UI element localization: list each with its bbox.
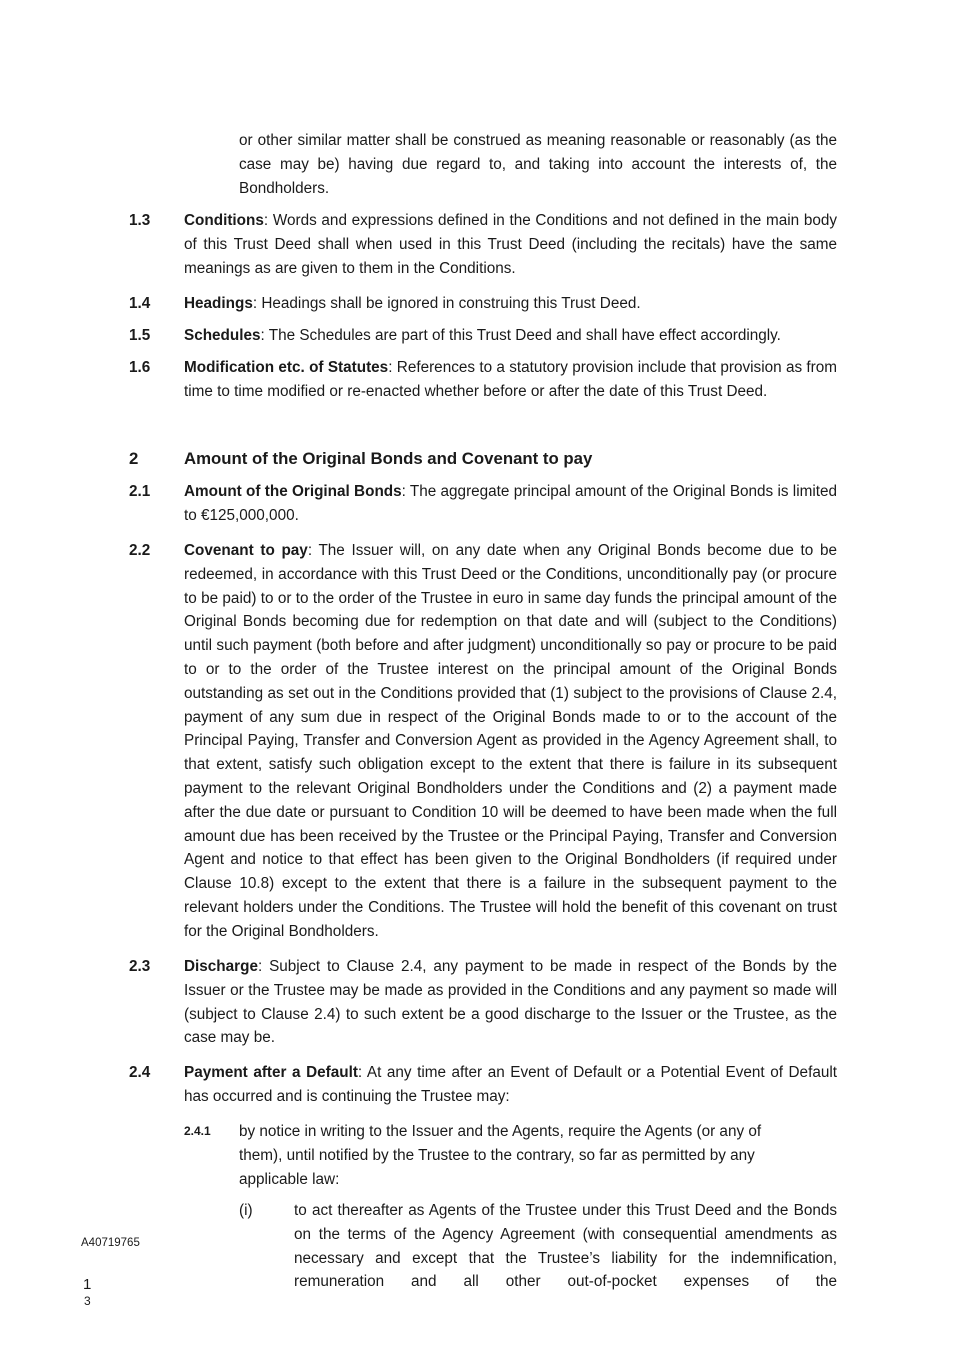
page-number-cut: 3 (84, 1294, 91, 1308)
clause-title: Conditions (184, 212, 264, 229)
item-number: (i) (239, 1202, 253, 1219)
clause-title: Covenant to pay (184, 542, 308, 559)
clause-number: 1.4 (129, 295, 151, 312)
subclause-number: 2.4.1 (184, 1124, 211, 1138)
section-heading: Amount of the Original Bonds and Covenant to pay (184, 449, 593, 468)
clause-number: 2.3 (129, 958, 151, 975)
clause-text: : Subject to Clause 2.4, any payment to be made in respect of the Bonds by the Issuer or the Trustee may be made as provided in the Conditions and any payment so made will (subject to Clause 2.4) to such extent be a good discharge to the Issuer or the Trustee, as the case may be. (184, 958, 837, 1047)
clause-title: Headings (184, 295, 253, 312)
clause-number: 2.2 (129, 542, 151, 559)
clause-text: : References to a statutory provision include that provision as from time to time modified or re-enacted whether before or after the date of this Trust Deed. (184, 359, 838, 400)
clause-1-5 (184, 324, 837, 348)
clause-title: Payment after a Default (184, 1064, 358, 1081)
section-number: 2 (129, 449, 139, 468)
clause-text: : At any time after an Event of Default or a Potential Event of Default has occurred and is continuing the Trustee may: (184, 1064, 837, 1105)
clause-2-1 (184, 480, 837, 528)
clause-number: 2.1 (129, 483, 151, 500)
clause-title: Discharge (184, 958, 258, 975)
clause-text: : The Schedules are part of this Trust Deed and shall have effect accordingly. (260, 327, 781, 344)
subclause-2-4-1: by notice in writing to the Issuer and the Agents, require the Agents (or any of them), until notified by the Trustee to the contrary, so far as permitted by any applicable law: (239, 1123, 762, 1188)
clause-number: 1.6 (129, 359, 151, 376)
clause-title: Modification etc. of Statutes (184, 359, 389, 376)
clause-text: : Words and expressions defined in the Conditions and not defined in the main body of this Trust Deed shall when used in this Trust Deed (including the recitals) have the same meanings as are given to them in the Conditions. (184, 212, 837, 277)
clause-number: 1.3 (129, 212, 151, 229)
clause-title: Amount of the Original Bonds (184, 483, 402, 500)
clause-1-6 (184, 356, 837, 404)
clause-number: 2.4 (129, 1064, 151, 1081)
clause-1-4 (184, 292, 837, 316)
intro-paragraph: or other similar matter shall be construed as meaning reasonable or reasonably (as the case may be) having due regard to, and taking into account the interests of, the Bondholders. (239, 132, 837, 197)
clause-2-3 (184, 955, 837, 1050)
page-number: 1 (83, 1276, 92, 1293)
item-i: to act thereafter as Agents of the Trustee under this Trust Deed and the Bonds on the terms of the Agency Agreement (with consequential amendments as necessary and except that the Trustee’s liability for the indemnification, remuneration and all other out-of-pocket expenses of the (294, 1202, 837, 1291)
clause-text: : Headings shall be ignored in construing this Trust Deed. (252, 295, 641, 312)
clause-title: Schedules (184, 327, 261, 344)
document-reference: A40719765 (81, 1237, 140, 1249)
clause-2-4 (184, 1061, 837, 1109)
clause-text: : The Issuer will, on any date when any Original Bonds become due to be redeemed, in accordance with this Trust Deed or the Conditions, unconditionally pay (or procure to be paid) to or to the order of the Trustee in euro in same day funds the principal amount of the Original Bonds becoming due for redemption on that date and will (subject to the Conditions) until such payment (both before and after judgment) unconditionally so pay or procure to be paid to or to the order of the Trustee interest on the principal amount of the Original Bonds outstanding as set out in the Conditions provided that (1) subject to the provisions of Clause 2.4, payment of any sum due in respect of the Original Bonds made to or to the account of the Principal Paying, Transfer and Conversion Agent as provided in the Agency Agreement shall, to that extent, satisfy such obligation except to the extent that there is failure in its subsequent payment to the relevant Original Bondholders under the Conditions and (2) a payment made after the due date or pursuant to Condition 10 will be deemed to have been made when the full amount due has been received by the Trustee or the Principal Paying, Transfer and Conversion Agent and notice to that effect has been given to the Original Bondholders (if required under Clause 10.8) except to the extent that there is a failure in the subsequent payment to the relevant holders under the Conditions. The Trustee will hold the benefit of this covenant on trust for the Original Bondholders. (184, 542, 837, 940)
clause-number: 1.5 (129, 327, 151, 344)
clause-text: : The aggregate principal amount of the Original Bonds is limited to €125,000,000. (184, 483, 837, 524)
clause-1-3 (184, 209, 837, 280)
clause-2-2 (184, 539, 837, 944)
